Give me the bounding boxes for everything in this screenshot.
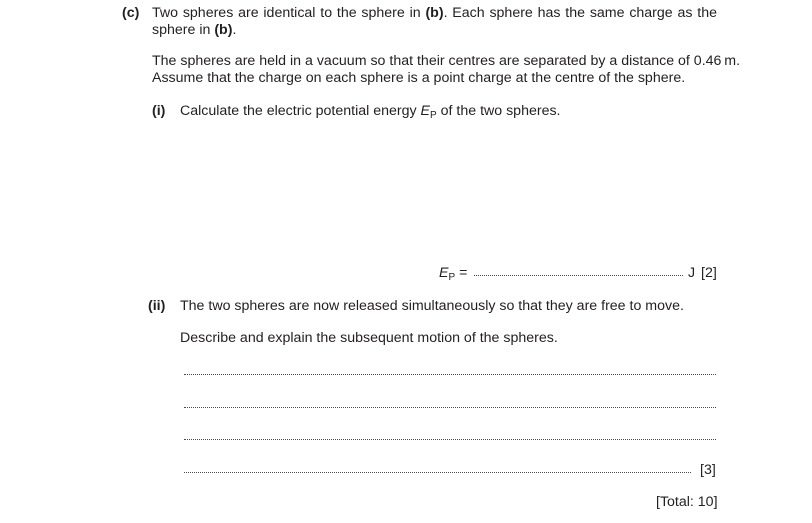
- part-i-question-a: Calculate the electric potential energy: [180, 103, 421, 119]
- intro-ref-b: (b): [425, 5, 444, 21]
- answer-unit: J: [688, 265, 696, 281]
- answer-line-2[interactable]: [184, 407, 716, 408]
- answer-field-part-i[interactable]: [474, 275, 683, 276]
- part-i-label: (i): [152, 103, 166, 119]
- intro-text-a: Two spheres are identical to the sphere in: [152, 5, 426, 21]
- intro-ref-b-2: (b): [214, 22, 233, 38]
- part-ii-label: (ii): [148, 298, 166, 314]
- answer-equals: =: [455, 265, 468, 281]
- part-c-label: (c): [122, 5, 140, 21]
- intro-text-d: .: [232, 22, 237, 38]
- part-c-intro-line1: [152, 5, 717, 21]
- part-c-intro-line2: [152, 22, 236, 38]
- marks-part-ii: [3]: [700, 462, 716, 478]
- energy-symbol: E: [420, 103, 431, 119]
- answer-line-4[interactable]: [184, 472, 691, 473]
- answer-symbol: E: [439, 265, 449, 281]
- total-marks: [Total: 10]: [656, 494, 718, 510]
- part-ii-instruction: Describe and explain the subsequent motion of the spheres.: [180, 330, 558, 346]
- answer-line-3[interactable]: [184, 439, 716, 440]
- energy-subscript: P: [430, 110, 437, 121]
- intro-text-b: . Each sphere has the same charge as the: [443, 5, 717, 21]
- answer-line-1[interactable]: [184, 374, 716, 375]
- part-c-para2-line1: The spheres are held in a vacuum so that their centres are separated by a distance of 0.46 m.: [152, 53, 741, 69]
- part-i-question-b: of the two spheres.: [436, 103, 561, 119]
- part-c-para2-line2: Assume that the charge on each sphere is a point charge at the centre of the sphere.: [152, 70, 686, 86]
- answer-label: [439, 265, 467, 283]
- intro-text-c: sphere in: [152, 22, 215, 38]
- part-i-question: [180, 103, 561, 121]
- part-ii-statement: The two spheres are now released simultaneously so that they are free to move.: [180, 298, 684, 314]
- answer-subscript: P: [448, 272, 456, 283]
- marks-part-i: [2]: [701, 265, 717, 281]
